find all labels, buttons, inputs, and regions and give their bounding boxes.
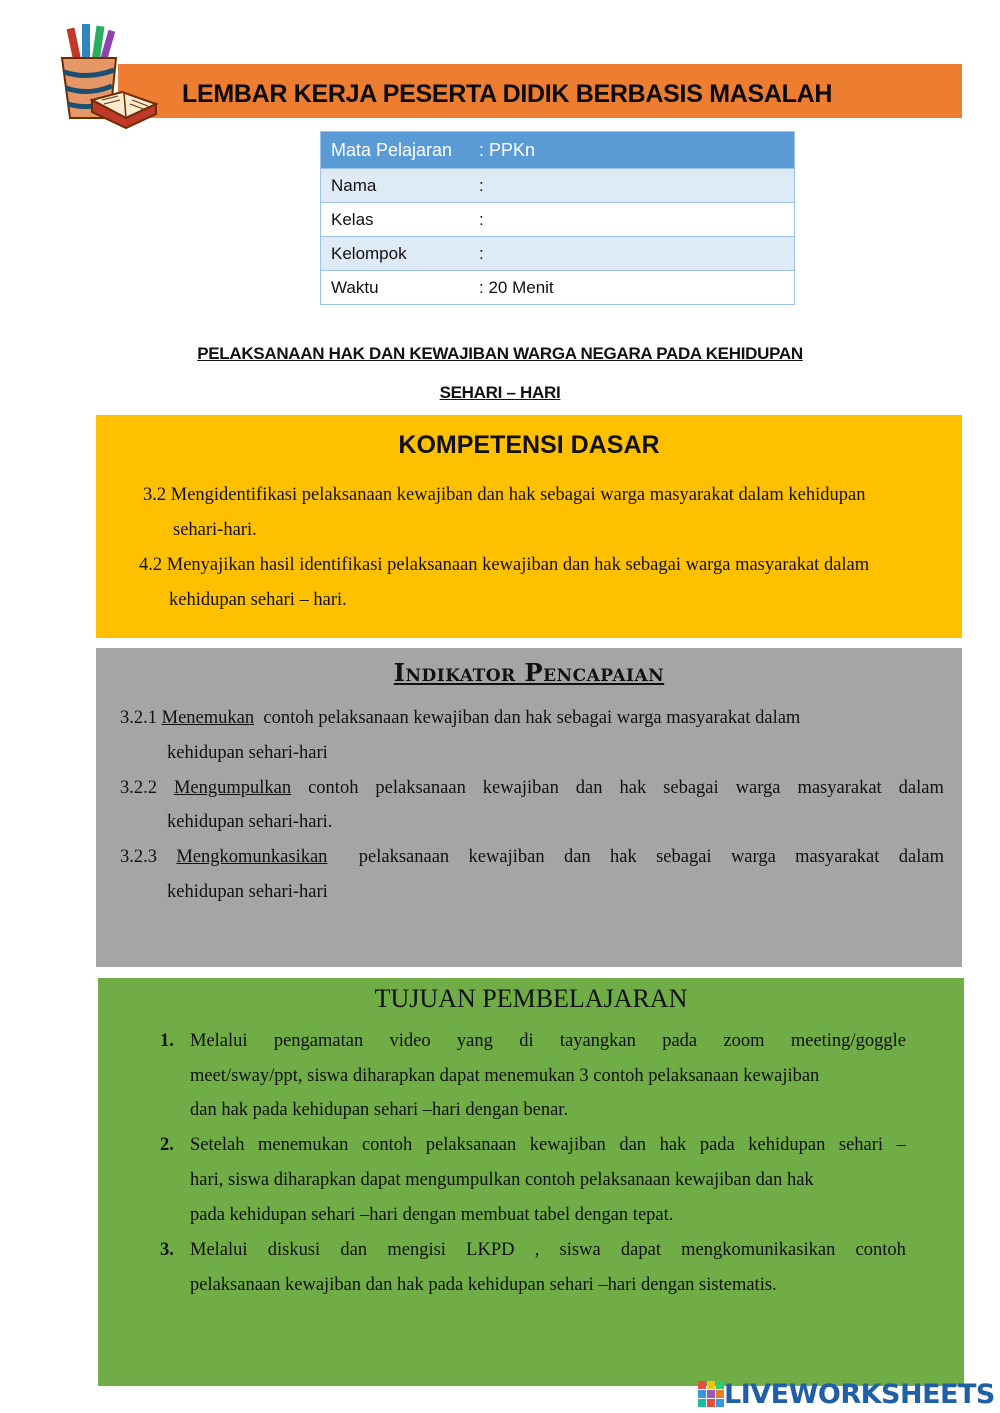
tujuan-item-1-line-2: meet/sway/ppt, siswa diharapkan dapat menemukan 3 contoh pelaksanaan kewajiban: [190, 1066, 820, 1086]
word: masyarakat: [795, 847, 880, 867]
word: dalam: [898, 847, 944, 867]
kd-item-1-line-1: 3.2 Mengidentifikasi pelaksanaan kewajiban dan hak sebagai warga masyarakat dalam kehidupan: [143, 485, 866, 505]
indikator-verb: Mengumpulkan: [173, 778, 292, 798]
group-field[interactable]: :: [469, 237, 795, 271]
liveworksheets-icon: [698, 1381, 724, 1407]
table-row: [321, 237, 795, 271]
word: sebagai: [663, 778, 719, 798]
kompetensi-dasar-title: KOMPETENSI DASAR: [398, 431, 660, 459]
line-text: hari, siswa diharapkan dapat mengumpulkan contoh pelaksanaan kewajiban dan hak: [190, 1170, 814, 1190]
tujuan-item-1-line-3: dan hak pada kehidupan sehari –hari dengan benar.: [190, 1100, 569, 1120]
class-label: Kelas: [321, 203, 470, 237]
word: mengisi: [387, 1240, 446, 1260]
word: contoh: [361, 1135, 413, 1155]
word: pelaksanaan: [375, 778, 466, 798]
indikator-item-1: [120, 708, 800, 729]
indikator-verb: Mengkomunkasikan: [176, 847, 328, 867]
tujuan-num: 3.: [160, 1240, 174, 1260]
indikator-text: contoh pelaksanaan kewajiban dan hak sebagai warga masyarakat dalam: [263, 708, 801, 728]
indikator-num: 3.2.3: [120, 847, 157, 867]
kd-item-1-line-2: sehari-hari.: [173, 520, 257, 540]
word: LKPD: [466, 1240, 515, 1260]
tujuan-item-3-line-1: [190, 1240, 906, 1261]
tujuan-item-1-line-1: [190, 1031, 906, 1052]
indikator-item-3-line-2: kehidupan sehari-hari: [167, 882, 328, 902]
table-row: [321, 169, 795, 203]
tujuan-item-2-line-2: [190, 1170, 906, 1191]
tujuan-section: [98, 978, 964, 1386]
topic-heading-cont: [0, 383, 1000, 403]
indikator-num: 3.2.1: [120, 708, 157, 728]
subject-value: : PPKn: [469, 132, 795, 169]
word: kehidupan: [748, 1135, 826, 1155]
page-title: LEMBAR KERJA PESERTA DIDIK BERBASIS MASALAH: [182, 80, 833, 108]
topic-line-2: SEHARI – HARI: [439, 383, 561, 402]
table-row: [321, 271, 795, 305]
word: warga: [735, 778, 781, 798]
word: pada: [699, 1135, 735, 1155]
time-label: Waktu: [321, 271, 470, 305]
table-row: [321, 132, 795, 169]
indikator-verb: Menemukan: [161, 708, 255, 728]
word: contoh: [308, 778, 359, 798]
word: ,: [534, 1240, 540, 1260]
word: Melalui: [190, 1240, 248, 1260]
word: Setelah: [190, 1135, 245, 1155]
word: pelaksanaan: [425, 1135, 517, 1155]
table-row: [321, 203, 795, 237]
word: kewajiban: [529, 1135, 606, 1155]
word: video: [389, 1031, 431, 1051]
word: dan: [619, 1135, 647, 1155]
word: sehari: [838, 1135, 884, 1155]
word: kewajiban: [468, 847, 545, 867]
tujuan-item-2-line-3: pada kehidupan sehari –hari dengan membuat tabel dengan tepat.: [190, 1205, 674, 1225]
tujuan-item-3-line-2: pelaksanaan kewajiban dan hak pada kehidupan sehari –hari dengan sistematis.: [190, 1275, 777, 1295]
word: hak: [659, 1135, 687, 1155]
word: warga: [730, 847, 776, 867]
tujuan-num: 2.: [160, 1135, 174, 1155]
word: dan: [340, 1240, 368, 1260]
word: yang: [456, 1031, 493, 1051]
indikator-title-text: Indikator Pencapaian: [393, 658, 665, 687]
indikator-num: 3.2.2: [120, 778, 157, 798]
word: masyarakat: [797, 778, 882, 798]
word: menemukan: [257, 1135, 349, 1155]
word: dapat: [620, 1240, 661, 1260]
pencil-cup-book-icon: [52, 22, 162, 134]
word: pada: [662, 1031, 698, 1051]
indikator-title: [96, 658, 962, 687]
tujuan-num: 1.: [160, 1031, 174, 1051]
tujuan-title: TUJUAN PEMBELAJARAN: [374, 984, 688, 1013]
word: kewajiban: [482, 778, 559, 798]
word: zoom: [723, 1031, 765, 1051]
kd-item-2-line-1: 4.2 Menyajikan hasil identifikasi pelaksanaan kewajiban dan hak sebagai warga masyarakat dalam: [139, 555, 870, 575]
word: pelaksanaan: [358, 847, 450, 867]
class-field[interactable]: :: [469, 203, 795, 237]
word: dalam: [898, 778, 944, 798]
name-field[interactable]: :: [469, 169, 795, 203]
liveworksheets-brand: LIVEWORKSHEETS: [724, 1378, 995, 1410]
indikator-item-2: [120, 778, 944, 799]
word: mengkomunikasikan: [681, 1240, 836, 1260]
student-info-table: [320, 131, 795, 305]
word: tayangkan: [559, 1031, 636, 1051]
word: meeting/goggle: [790, 1031, 906, 1051]
time-value: : 20 Menit: [469, 271, 795, 305]
kompetensi-dasar-section: [96, 415, 962, 638]
word: siswa: [559, 1240, 601, 1260]
word: hak: [610, 847, 637, 867]
liveworksheets-logo: [698, 1378, 995, 1410]
word: di: [519, 1031, 534, 1051]
indikator-item-3: [120, 847, 944, 868]
word: diskusi: [267, 1240, 321, 1260]
word: Melalui: [190, 1031, 248, 1051]
name-label: Nama: [321, 169, 470, 203]
kd-item-2-line-2: kehidupan sehari – hari.: [169, 590, 347, 610]
word: contoh: [855, 1240, 906, 1260]
indikator-section: [96, 648, 962, 967]
topic-heading: [0, 344, 1000, 364]
word: –: [896, 1135, 906, 1155]
subject-label: Mata Pelajaran: [321, 132, 470, 169]
indikator-item-2-line-2: kehidupan sehari-hari.: [167, 812, 333, 832]
tujuan-item-2-line-1: [190, 1135, 906, 1156]
topic-line-1: PELAKSANAAN HAK DAN KEWAJIBAN WARGA NEGARA PADA KEHIDUPAN: [197, 344, 803, 363]
word: pengamatan: [273, 1031, 364, 1051]
word: sebagai: [656, 847, 712, 867]
word: hak: [619, 778, 647, 798]
word: dan: [575, 778, 603, 798]
indikator-item-1-line-2: kehidupan sehari-hari: [167, 743, 328, 763]
word: dan: [563, 847, 591, 867]
group-label: Kelompok: [321, 237, 470, 271]
